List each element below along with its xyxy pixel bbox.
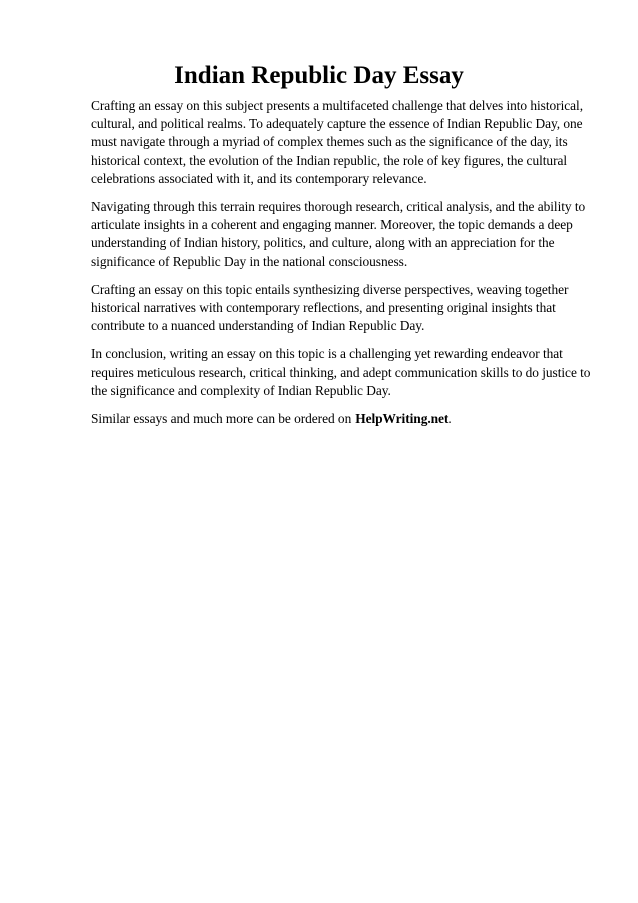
closing-paragraph (91, 410, 601, 428)
closing-text: Similar essays and much more can be ordered on (91, 411, 352, 427)
paragraph-2: Navigating through this terrain requires thorough research, critical analysis, and the ability to articulate insights in a coherent and engaging manner. Moreover, the topic demands a deep understanding of Indian history, politics, and culture, along with an appreciation for the significance of Republic Day in the national consciousness. (91, 199, 586, 269)
paragraph-4: In conclusion, writing an essay on this topic is a challenging yet rewarding endeavor that requires meticulous research, critical thinking, and adept communication skills to do justice to the significance and complexity of Indian Republic Day. (91, 346, 591, 398)
helpwriting-link[interactable]: HelpWriting.net (355, 411, 449, 427)
document-title: Indian Republic Day Essay (174, 62, 464, 89)
document-body (91, 97, 601, 438)
closing-suffix: . (448, 411, 452, 427)
paragraph-1: Crafting an essay on this subject presents a multifaceted challenge that delves into historical, cultural, and political realms. To adequately capture the essence of Indian Republic Day, one must navigate through a myriad of complex themes such as the significance of the day, its historical context, the evolution of the Indian republic, the role of key figures, the cultural celebrations associated with it, and its contemporary relevance. (91, 98, 583, 186)
paragraph-3: Crafting an essay on this topic entails synthesizing diverse perspectives, weaving together historical narratives with contemporary reflections, and presenting original insights that contribute to a nuanced understanding of Indian Republic Day. (91, 281, 569, 334)
